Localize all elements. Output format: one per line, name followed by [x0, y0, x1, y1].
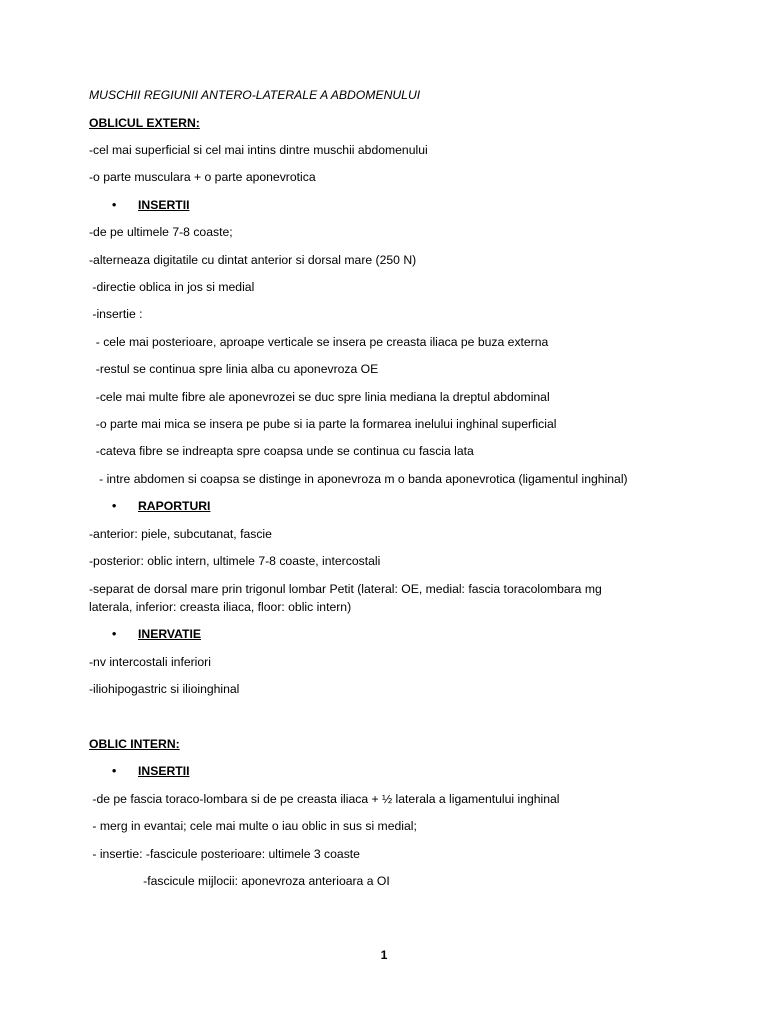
bullet-icon: •: [112, 198, 117, 212]
text-line: -fascicule mijlocii: aponevroza anterioara a OI: [89, 874, 390, 888]
document-title: MUSCHII REGIUNII ANTERO-LATERALE A ABDOMENULUI: [89, 88, 421, 102]
text-line: -alterneaza digitatile cu dintat anterior si dorsal mare (250 N): [89, 253, 417, 267]
text-line: -restul se continua spre linia alba cu aponevroza OE: [89, 362, 379, 376]
text-line: -separat de dorsal mare prin trigonul lombar Petit (lateral: OE, medial: fascia toracolombara mg: [89, 582, 602, 596]
bullet-heading-insertii-2: [112, 763, 189, 779]
bullet-icon: •: [112, 764, 117, 778]
text-line: -cateva fibre se indreapta spre coapsa unde se continua cu fascia lata: [89, 444, 474, 458]
text-line: -iliohipogastric si ilioinghinal: [89, 682, 240, 696]
section-heading-oblic-extern: OBLICUL EXTERN:: [89, 116, 200, 130]
bullet-icon: •: [112, 499, 117, 513]
text-line: -cele mai multe fibre ale aponevrozei se duc spre linia mediana la dreptul abdominal: [89, 390, 550, 404]
text-line: laterala, inferior: creasta iliaca, floor: oblic intern): [89, 600, 352, 614]
text-line: - merg in evantai; cele mai multe o iau oblic in sus si medial;: [89, 819, 417, 833]
bullet-label: RAPORTURI: [138, 499, 211, 513]
bullet-heading-raporturi: [112, 498, 210, 514]
text-line: -nv intercostali inferiori: [89, 655, 211, 669]
bullet-heading-inervatie: [112, 626, 201, 642]
bullet-label: INERVATIE: [138, 627, 201, 641]
text-line: - intre abdomen si coapsa se distinge in aponevroza m o banda aponevrotica (ligamentul inghinal): [89, 472, 628, 486]
text-line: -o parte musculara + o parte aponevrotica: [89, 170, 316, 184]
bullet-label: INSERTII: [138, 764, 190, 778]
text-line: -cel mai superficial si cel mai intins dintre muschii abdomenului: [89, 143, 428, 157]
bullet-heading-insertii: [112, 197, 189, 213]
text-line: -directie oblica in jos si medial: [89, 280, 255, 294]
text-line: -de pe fascia toraco-lombara si de pe creasta iliaca + ½ laterala a ligamentului inghinal: [89, 792, 560, 806]
bullet-icon: •: [112, 627, 117, 641]
text-line: -anterior: piele, subcutanat, fascie: [89, 527, 272, 541]
section-heading-oblic-intern: OBLIC INTERN:: [89, 737, 180, 751]
text-line: -posterior: oblic intern, ultimele 7-8 coaste, intercostali: [89, 554, 381, 568]
text-line: -o parte mai mica se insera pe pube si ia parte la formarea inelului inghinal superficial: [89, 417, 557, 431]
bullet-label: INSERTII: [138, 198, 190, 212]
text-line: -de pe ultimele 7-8 coaste;: [89, 225, 233, 239]
text-line: - cele mai posterioare, aproape verticale se insera pe creasta iliaca pe buza externa: [89, 335, 549, 349]
text-line: -insertie :: [89, 307, 143, 321]
page-number: 1: [380, 948, 388, 962]
text-line: - insertie: -fascicule posterioare: ultimele 3 coaste: [89, 847, 360, 861]
